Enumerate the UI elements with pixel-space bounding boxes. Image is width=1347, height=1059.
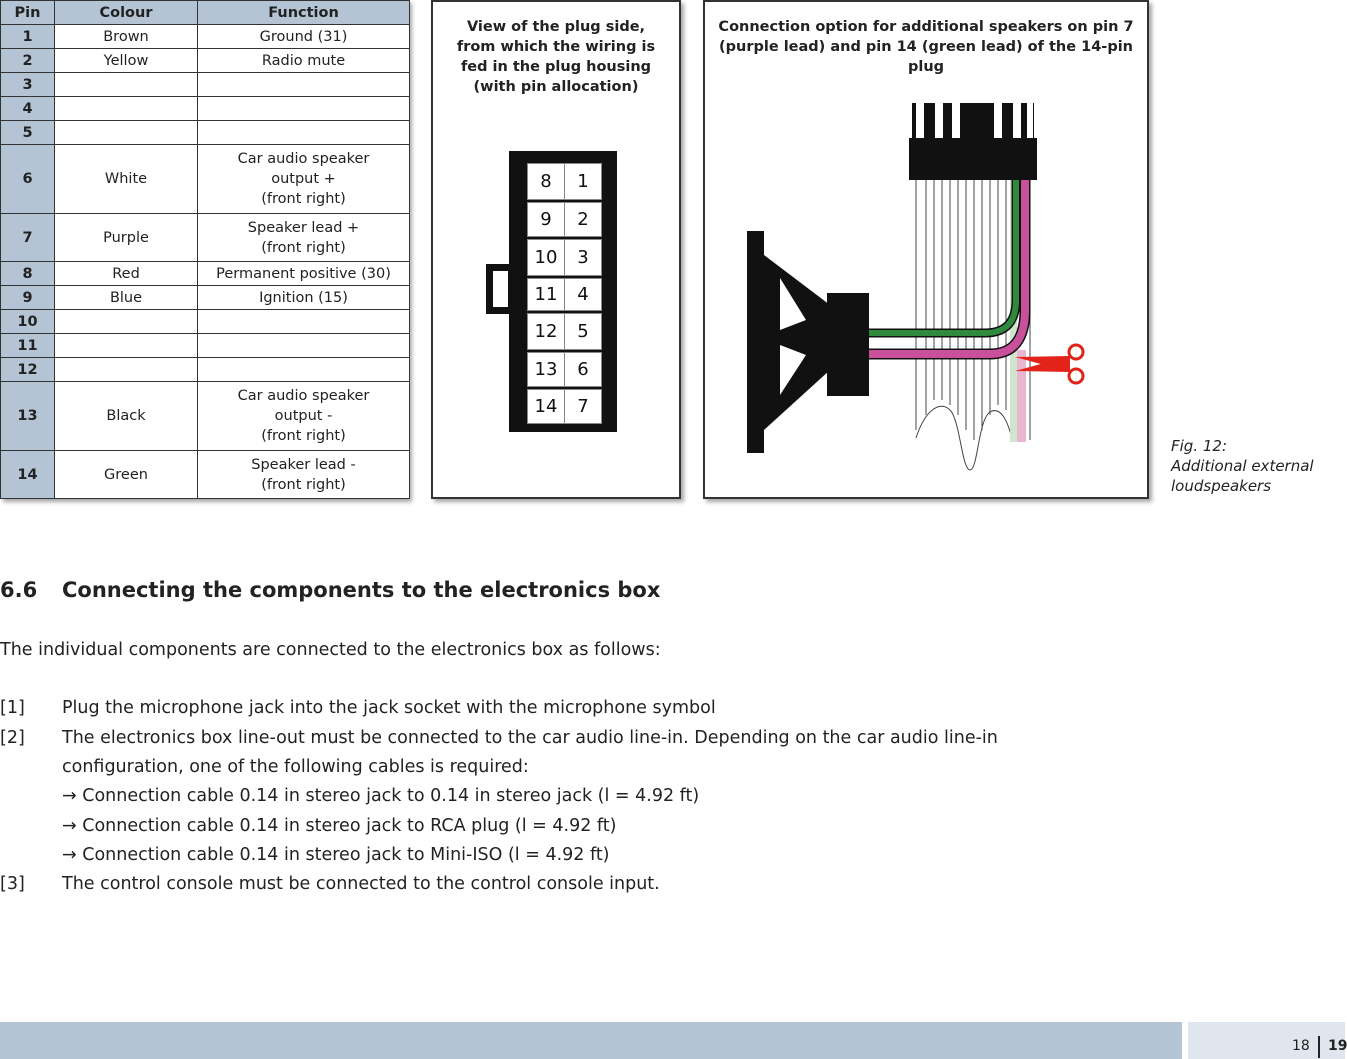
plug-pin-label: 12	[527, 313, 565, 350]
pin-number: 4	[1, 97, 55, 121]
section-intro: The individual components are connected to the electronics box as follows:	[0, 640, 661, 660]
title-line: fed in the plug housing	[460, 59, 652, 75]
title-line: (with pin allocation)	[473, 79, 639, 95]
pin-number: 10	[1, 310, 55, 334]
plug-pin-label: 9	[527, 202, 565, 237]
figure-caption	[1171, 436, 1314, 496]
list-item-text: The control console must be connected to the control console input.	[62, 874, 660, 894]
connection-option-title	[705, 17, 1147, 77]
table-row	[1, 145, 410, 214]
plug-pin-label: 5	[564, 313, 602, 350]
pin-colour	[55, 334, 198, 358]
table-row	[1, 262, 410, 286]
pin-function	[198, 73, 410, 97]
function-line: Speaker lead -	[251, 456, 356, 473]
function-line: (front right)	[261, 428, 346, 444]
pin-colour	[55, 310, 198, 334]
pin-colour: Yellow	[55, 49, 198, 73]
footer-bar	[0, 1022, 1182, 1059]
function-line: (front right)	[261, 239, 346, 256]
page-number-left: 18	[1292, 1038, 1310, 1054]
cable-option: → Connection cable 0.14 in stereo jack to Mini-ISO (l = 4.92 ft)	[62, 845, 610, 865]
title-line: Connection option for additional speakers on pin 7	[718, 19, 1134, 35]
cable-option: → Connection cable 0.14 in stereo jack to RCA plug (l = 4.92 ft)	[62, 816, 617, 836]
pin-table-container	[0, 0, 409, 499]
table-row	[1, 334, 410, 358]
pin-function	[198, 214, 410, 262]
pin-function	[198, 121, 410, 145]
plug-pin-label: 6	[564, 352, 602, 387]
header-colour: Colour	[55, 1, 198, 25]
pin-colour: Blue	[55, 286, 198, 310]
plug-pin-label: 3	[564, 239, 602, 276]
plug-view-title	[433, 17, 679, 97]
pin-number: 6	[1, 145, 55, 214]
pin-function	[198, 25, 410, 49]
plug-pin-label: 7	[564, 389, 602, 424]
pin-function	[198, 310, 410, 334]
header-function: Function	[198, 1, 410, 25]
pin-colour: Green	[55, 451, 198, 499]
title-line: View of the plug side,	[466, 19, 646, 35]
pin-number: 1	[1, 25, 55, 49]
pin-number: 12	[1, 358, 55, 382]
pin-number: 2	[1, 49, 55, 73]
plug-pin-label: 13	[527, 352, 565, 387]
plug-pin-label: 10	[527, 239, 565, 276]
table-row	[1, 97, 410, 121]
caption-line: Fig. 12:	[1171, 437, 1227, 455]
pin-function	[198, 451, 410, 499]
title-line: (purple lead) and pin 14 (green lead) of the 14-pin plug	[718, 39, 1133, 75]
plug-pin-label: 1	[564, 163, 602, 200]
pin-colour	[55, 358, 198, 382]
function-line: (front right)	[261, 191, 346, 207]
function-line: (front right)	[261, 476, 346, 493]
pin-colour: Black	[55, 382, 198, 451]
pin-colour: White	[55, 145, 198, 214]
footer-page-box	[1188, 1022, 1345, 1059]
table-row	[1, 286, 410, 310]
function-line: Ground (31)	[259, 28, 348, 45]
list-item-text: Plug the microphone jack into the jack socket with the microphone symbol	[62, 698, 716, 718]
pin-number: 11	[1, 334, 55, 358]
table-row	[1, 121, 410, 145]
header-pin: Pin	[1, 1, 55, 25]
pin-number: 9	[1, 286, 55, 310]
pin-number: 3	[1, 73, 55, 97]
pin-number: 8	[1, 262, 55, 286]
pin-function	[198, 145, 410, 214]
pin-colour	[55, 97, 198, 121]
table-row	[1, 451, 410, 499]
title-line: from which the wiring is	[456, 39, 656, 55]
table-row	[1, 73, 410, 97]
pin-number: 5	[1, 121, 55, 145]
function-line: Ignition (15)	[259, 289, 348, 306]
pin-function	[198, 334, 410, 358]
pin-colour: Red	[55, 262, 198, 286]
pin-colour	[55, 73, 198, 97]
section-title: Connecting the components to the electronics box	[62, 578, 661, 602]
function-line: Car audio speaker	[237, 151, 370, 167]
pin-function	[198, 382, 410, 451]
function-line: Speaker lead +	[247, 219, 360, 236]
plug-pin-label: 11	[527, 278, 565, 311]
table-row	[1, 382, 410, 451]
pin-number: 7	[1, 214, 55, 262]
function-line: Radio mute	[261, 52, 346, 69]
list-item-number: [2]	[0, 728, 25, 748]
table-row	[1, 214, 410, 262]
cable-option: → Connection cable 0.14 in stereo jack to 0.14 in stereo jack (l = 4.92 ft)	[62, 786, 700, 806]
function-line: output -	[274, 408, 333, 424]
connection-option-panel	[703, 0, 1149, 499]
list-item-number: [1]	[0, 698, 25, 718]
table-row	[1, 49, 410, 73]
plug-connector-tab-slot	[493, 271, 508, 307]
list-item-text: configuration, one of the following cables is required:	[62, 757, 529, 777]
pin-number: 14	[1, 451, 55, 499]
page-divider	[1318, 1036, 1320, 1058]
pin-function	[198, 286, 410, 310]
caption-line: Additional external	[1171, 457, 1314, 475]
plug-pin-label: 14	[527, 389, 565, 424]
function-line: output +	[271, 171, 336, 187]
function-line: Permanent positive (30)	[216, 265, 391, 282]
pin-number: 13	[1, 382, 55, 451]
page-number-right: 19	[1328, 1038, 1347, 1054]
section-number: 6.6	[0, 578, 38, 602]
caption-line: loudspeakers	[1171, 477, 1272, 495]
pin-function	[198, 262, 410, 286]
table-row	[1, 358, 410, 382]
plug-pin-label: 8	[527, 163, 565, 200]
list-item-text: The electronics box line-out must be connected to the car audio line-in. Depending on the car audio line-in	[62, 728, 998, 748]
table-row	[1, 25, 410, 49]
list-item-number: [3]	[0, 874, 25, 894]
pin-function	[198, 358, 410, 382]
plug-pin-label: 2	[564, 202, 602, 237]
function-line: Car audio speaker	[237, 388, 370, 404]
plug-pin-label: 4	[564, 278, 602, 311]
pin-colour: Purple	[55, 214, 198, 262]
pin-colour: Brown	[55, 25, 198, 49]
pin-function	[198, 97, 410, 121]
table-row	[1, 310, 410, 334]
pin-colour	[55, 121, 198, 145]
pin-function	[198, 49, 410, 73]
table-header-row	[1, 1, 410, 25]
pin-table	[0, 0, 410, 499]
